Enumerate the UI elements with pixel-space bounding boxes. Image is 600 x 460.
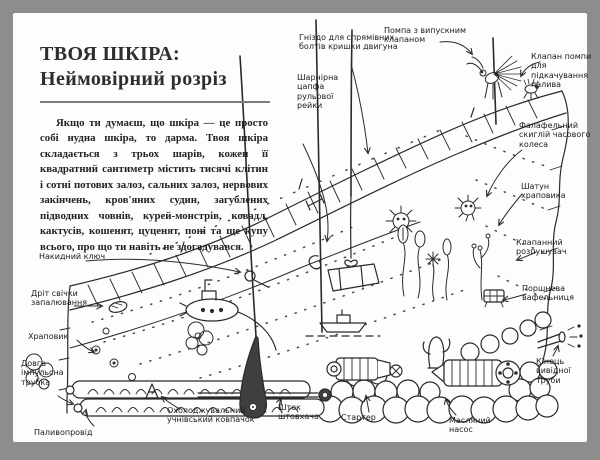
label-cooling-cap: Охолоджувальний учнівський ковпачок [167, 406, 255, 425]
label-piston-waffle-iron: Поршнева вафельниця [522, 284, 574, 303]
label-fuel-line: Паливопровід [34, 428, 93, 437]
label-ratchet: Храповик [28, 332, 69, 341]
label-steering-rack-pivot: Шарнірна цапфа рульової рейки [297, 73, 339, 111]
label-starter: Стартер [341, 413, 376, 422]
label-spark-plug-wire: Дріт свічки запалювання [31, 289, 88, 308]
label-pump-exhaust-valve: Помпа з випускним клапаном [384, 26, 466, 45]
label-hood-bolt-socket: Гніздо для спрямівних болтів кришки двигуна [299, 33, 398, 52]
page-title-line1: ТВОЯ ШКІРА: [40, 43, 181, 65]
label-long-impulse-tube: Довга імпульсна трубка [21, 359, 64, 387]
label-drain-pipe-end: Кінець вивідної труби [536, 357, 571, 385]
intro-paragraph: Якщо ти думаєш, що шкіра — це просто собі нудна шкіра, то дарма. Твоя шкіра складається з трьох шарів, кожен її квадратний сантиметр містить тисячі клітин і сотні потових залоз, сальних залоз, нервових закінчень, кров'яних судин, загублених підводних човнів, курей-монстрів, ковадл, кактусів, кошенят, цуценят, поні та ще купу всього, про що ти навіть не здогадувався. [40, 117, 268, 253]
text-block [40, 42, 270, 255]
label-valve-loosener: Клапанний розпушувач [516, 238, 567, 257]
label-tappet-rod: Шток штовхача [278, 403, 319, 422]
label-oil-pump: Масляний насос [449, 416, 491, 435]
label-fuel-pump-valve: Клапан помпи для підкачування палива [531, 52, 592, 90]
label-ratchet-conrod: Шатун храповика [521, 182, 566, 201]
page-title-line2: Неймовірний розріз [40, 68, 227, 90]
title-divider [40, 101, 270, 103]
label-falafel-whiner: Фалафельний скиглій часового колеса [519, 121, 591, 149]
label-box-wrench: Накидний ключ [39, 252, 106, 261]
